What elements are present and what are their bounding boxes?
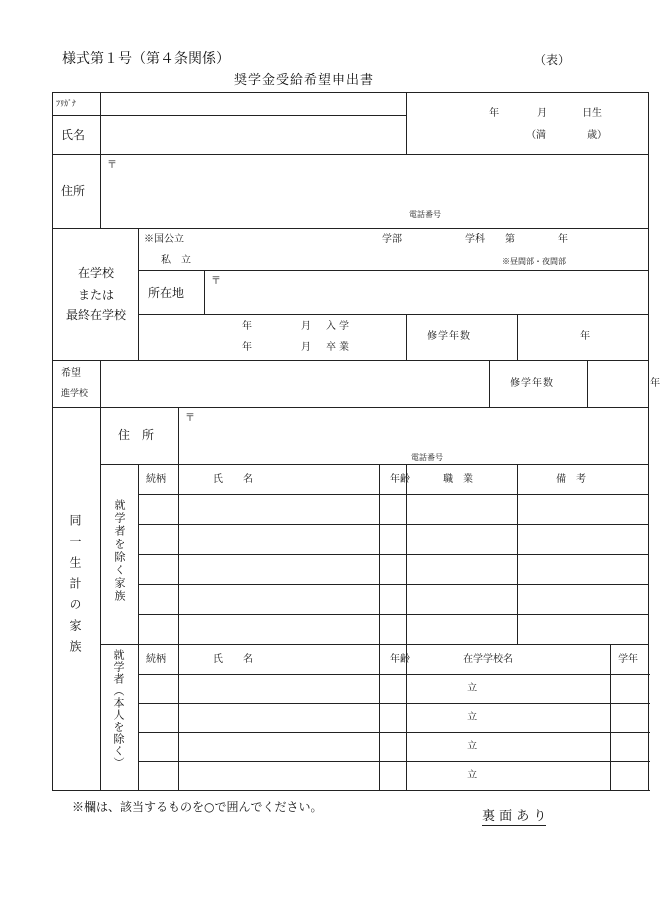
furigana-field[interactable] [101,93,407,116]
reverse-side-note: 裏 面 あ り [482,809,547,824]
student-row-relation[interactable] [139,704,179,733]
col-age: 年齢 [380,465,407,495]
desired-school-field[interactable] [101,361,490,408]
family-row-occupation[interactable] [407,585,518,615]
student-row-grade[interactable] [611,762,649,791]
col-relation: 続柄 [139,465,179,495]
student-row-relation[interactable] [139,733,179,762]
enroll-grad-field[interactable] [139,315,407,361]
student-family-label: 就学者（本人を除く） [101,645,139,791]
type-private-label: 私 立 [161,255,191,266]
family-row-age[interactable] [380,585,407,615]
family-row-relation[interactable] [139,585,179,615]
student-row-name[interactable] [179,733,380,762]
page-title: 奨学金受給希望申出書 [234,73,375,88]
form-number: 様式第１号（第４条関係） [62,51,230,67]
student-row-age[interactable] [380,675,407,704]
postal-mark: 〒 [107,160,117,171]
side-mark: （表） [534,53,571,67]
family-row-name[interactable] [179,525,380,555]
family-row-remarks[interactable] [518,495,649,525]
student-row-grade[interactable] [611,675,649,704]
col-name: 氏 名 [179,465,380,495]
family-row-occupation[interactable] [407,525,518,555]
student-row-relation[interactable] [139,762,179,791]
student-row-age[interactable] [380,762,407,791]
location-label: 所在地 [139,271,205,315]
student-row-school[interactable]: 立 [407,762,611,791]
school-label-line2: または [77,287,114,302]
family-row-name[interactable] [179,495,380,525]
grad-label: 卒業 [326,342,352,353]
study-years-field[interactable]: 年 [518,315,649,361]
student-row-school[interactable]: 立 [407,733,611,762]
birth-day-label: 日生 [582,108,603,119]
location-field[interactable] [205,271,649,315]
family-row-remarks[interactable] [518,585,649,615]
household-phone-label: 電話番号 [411,453,443,462]
col-age: 年齢 [380,645,407,675]
student-row-name[interactable] [179,675,380,704]
family-row-remarks[interactable] [518,525,649,555]
student-row-relation[interactable] [139,675,179,704]
non-student-family-label: 就学者を除く家族 [101,465,139,645]
family-row-remarks[interactable] [518,615,649,645]
address-field[interactable] [101,155,649,229]
family-row-age[interactable] [380,495,407,525]
desired-study-years-field[interactable]: 年 [588,361,649,408]
school-label-line1: 在学校 [77,265,114,280]
grad-month-label: 月 [301,342,311,353]
col-relation: 続柄 [139,645,179,675]
birth-year-label: 年 [489,108,500,119]
col-occupation: 職 業 [407,465,518,495]
enroll-month-label: 月 [301,321,311,332]
grad-year-label: 年 [242,342,252,353]
family-row-occupation[interactable] [407,555,518,585]
col-name: 氏 名 [179,645,380,675]
application-form [52,92,660,791]
department-label: 学科 [465,234,485,245]
name-field[interactable] [101,116,407,155]
furigana-label: ﾌﾘｶﾞﾅ [53,93,101,116]
household-section-label: 同一生計の家族 [53,408,101,791]
student-row-school[interactable]: 立 [407,675,611,704]
footer-note: ※欄は、該当するものを○で囲んでください。 [72,800,323,814]
type-national-label: ※国公立 [144,234,184,245]
family-row-relation[interactable] [139,615,179,645]
school-section-label [53,229,139,361]
family-row-occupation[interactable] [407,495,518,525]
household-address-label: 住 所 [101,408,179,465]
enroll-year-label: 年 [242,321,252,332]
student-row-age[interactable] [380,733,407,762]
student-row-name[interactable] [179,762,380,791]
student-row-name[interactable] [179,704,380,733]
birth-month-label: 月 [537,108,548,119]
family-row-name[interactable] [179,585,380,615]
age-close-label: 歳） [587,130,608,141]
phone-label: 電話番号 [409,210,441,219]
col-school-name: 在学学校名 [407,645,611,675]
school-label-line3: 最終在学校 [65,307,126,322]
age-open-label: （満 [526,130,547,141]
desired-school-label: 希望 進学校 [53,361,101,408]
name-label: 氏名 [53,116,101,155]
study-years-label: 修学年数 [407,315,518,361]
grade-suffix-label: 年 [558,234,568,245]
household-postal-mark: 〒 [185,413,195,424]
student-row-grade[interactable] [611,704,649,733]
family-row-name[interactable] [179,615,380,645]
family-row-relation[interactable] [139,495,179,525]
desired-study-years-label: 修学年数 [490,361,588,408]
col-remarks: 備 考 [518,465,649,495]
grade-prefix-label: 第 [505,234,515,245]
day-night-note: ※昼間部・夜間部 [502,257,566,266]
household-address-field[interactable] [179,408,649,465]
family-row-name[interactable] [179,555,380,585]
enroll-label: 入学 [326,321,352,332]
family-row-age[interactable] [380,555,407,585]
family-row-age[interactable] [380,525,407,555]
family-row-occupation[interactable] [407,615,518,645]
family-row-remarks[interactable] [518,555,649,585]
birthdate-cell [407,93,649,155]
student-row-grade[interactable] [611,733,649,762]
family-row-relation[interactable] [139,555,179,585]
student-row-school[interactable]: 立 [407,704,611,733]
family-row-age[interactable] [380,615,407,645]
family-row-relation[interactable] [139,525,179,555]
location-postal-mark: 〒 [211,276,221,287]
address-label: 住所 [53,155,101,229]
col-grade: 学年 [611,645,649,675]
student-row-age[interactable] [380,704,407,733]
school-type-field[interactable] [139,229,649,271]
faculty-label: 学部 [382,234,402,245]
